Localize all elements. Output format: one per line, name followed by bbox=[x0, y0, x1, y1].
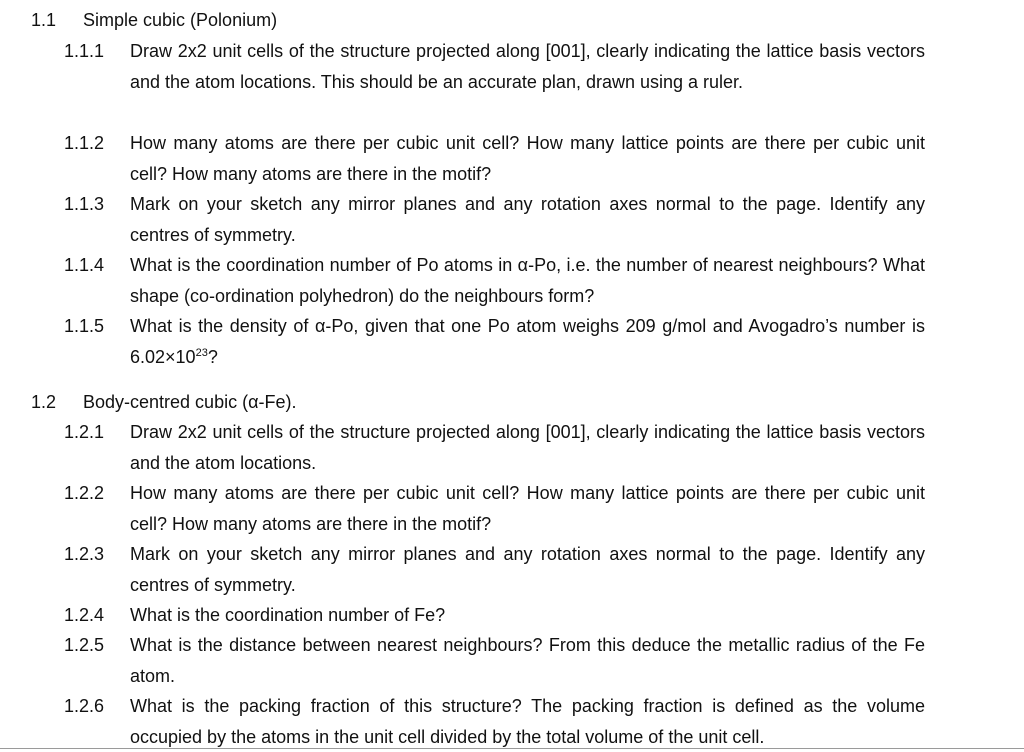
question-number: 1.2.6 bbox=[64, 696, 105, 716]
page-bottom-divider bbox=[0, 748, 1024, 749]
question-text: What is the packing fraction of this structure? The packing fraction is defined as the volume occupied by the atoms in the unit cell divided by the total volume of the unit cell. bbox=[130, 696, 925, 747]
question-text-end: ? bbox=[207, 346, 218, 367]
section-title: Simple cubic (Polonium) bbox=[83, 10, 278, 30]
exponent-superscript: 23 bbox=[195, 346, 208, 359]
question-text: What is the distance between nearest neighbours? From this deduce the metallic radius of the Fe atom. bbox=[130, 635, 925, 686]
question-number: 1.1.4 bbox=[64, 255, 105, 275]
question-text: How many atoms are there per cubic unit cell? How many lattice points are there per cubic unit cell? How many atoms are there in the motif? bbox=[130, 483, 925, 534]
section-number: 1.2 bbox=[31, 392, 57, 412]
question-text: How many atoms are there per cubic unit cell? How many lattice points are there per cubic unit cell? How many atoms are there in the motif? bbox=[130, 133, 925, 184]
question-number: 1.2.4 bbox=[64, 605, 105, 625]
question-text: What is the coordination number of Po atoms in α-Po, i.e. the number of nearest neighbours? What shape (co-ordination polyhedron) do the neighbours form? bbox=[130, 255, 925, 306]
question-number: 1.1.2 bbox=[64, 133, 105, 153]
question-text bbox=[130, 311, 925, 372]
question-number: 1.1.1 bbox=[64, 41, 105, 61]
question-text: Mark on your sketch any mirror planes and any rotation axes normal to the page. Identify any centres of symmetry. bbox=[130, 194, 925, 245]
question-number: 1.2.2 bbox=[64, 483, 105, 503]
question-text: Draw 2x2 unit cells of the structure projected along [001], clearly indicating the lattice basis vectors and the atom locations. bbox=[130, 422, 925, 473]
question-text: Draw 2x2 unit cells of the structure projected along [001], clearly indicating the lattice basis vectors and the atom locations. This should be an accurate plan, drawn using a ruler. bbox=[130, 41, 925, 92]
section-number: 1.1 bbox=[31, 10, 57, 30]
question-number: 1.2.1 bbox=[64, 422, 105, 442]
question-text: Mark on your sketch any mirror planes and any rotation axes normal to the page. Identify any centres of symmetry. bbox=[130, 544, 925, 595]
question-number: 1.1.3 bbox=[64, 194, 105, 214]
question-text-main: What is the density of α-Po, given that one Po atom weighs 209 g/mol and Avogadro’s number is 6.02×10 bbox=[130, 316, 925, 367]
question-text: What is the coordination number of Fe? bbox=[130, 605, 446, 625]
question-number: 1.1.5 bbox=[64, 316, 105, 336]
question-number: 1.2.3 bbox=[64, 544, 105, 564]
question-number: 1.2.5 bbox=[64, 635, 105, 655]
section-title: Body-centred cubic (α-Fe). bbox=[83, 392, 297, 412]
